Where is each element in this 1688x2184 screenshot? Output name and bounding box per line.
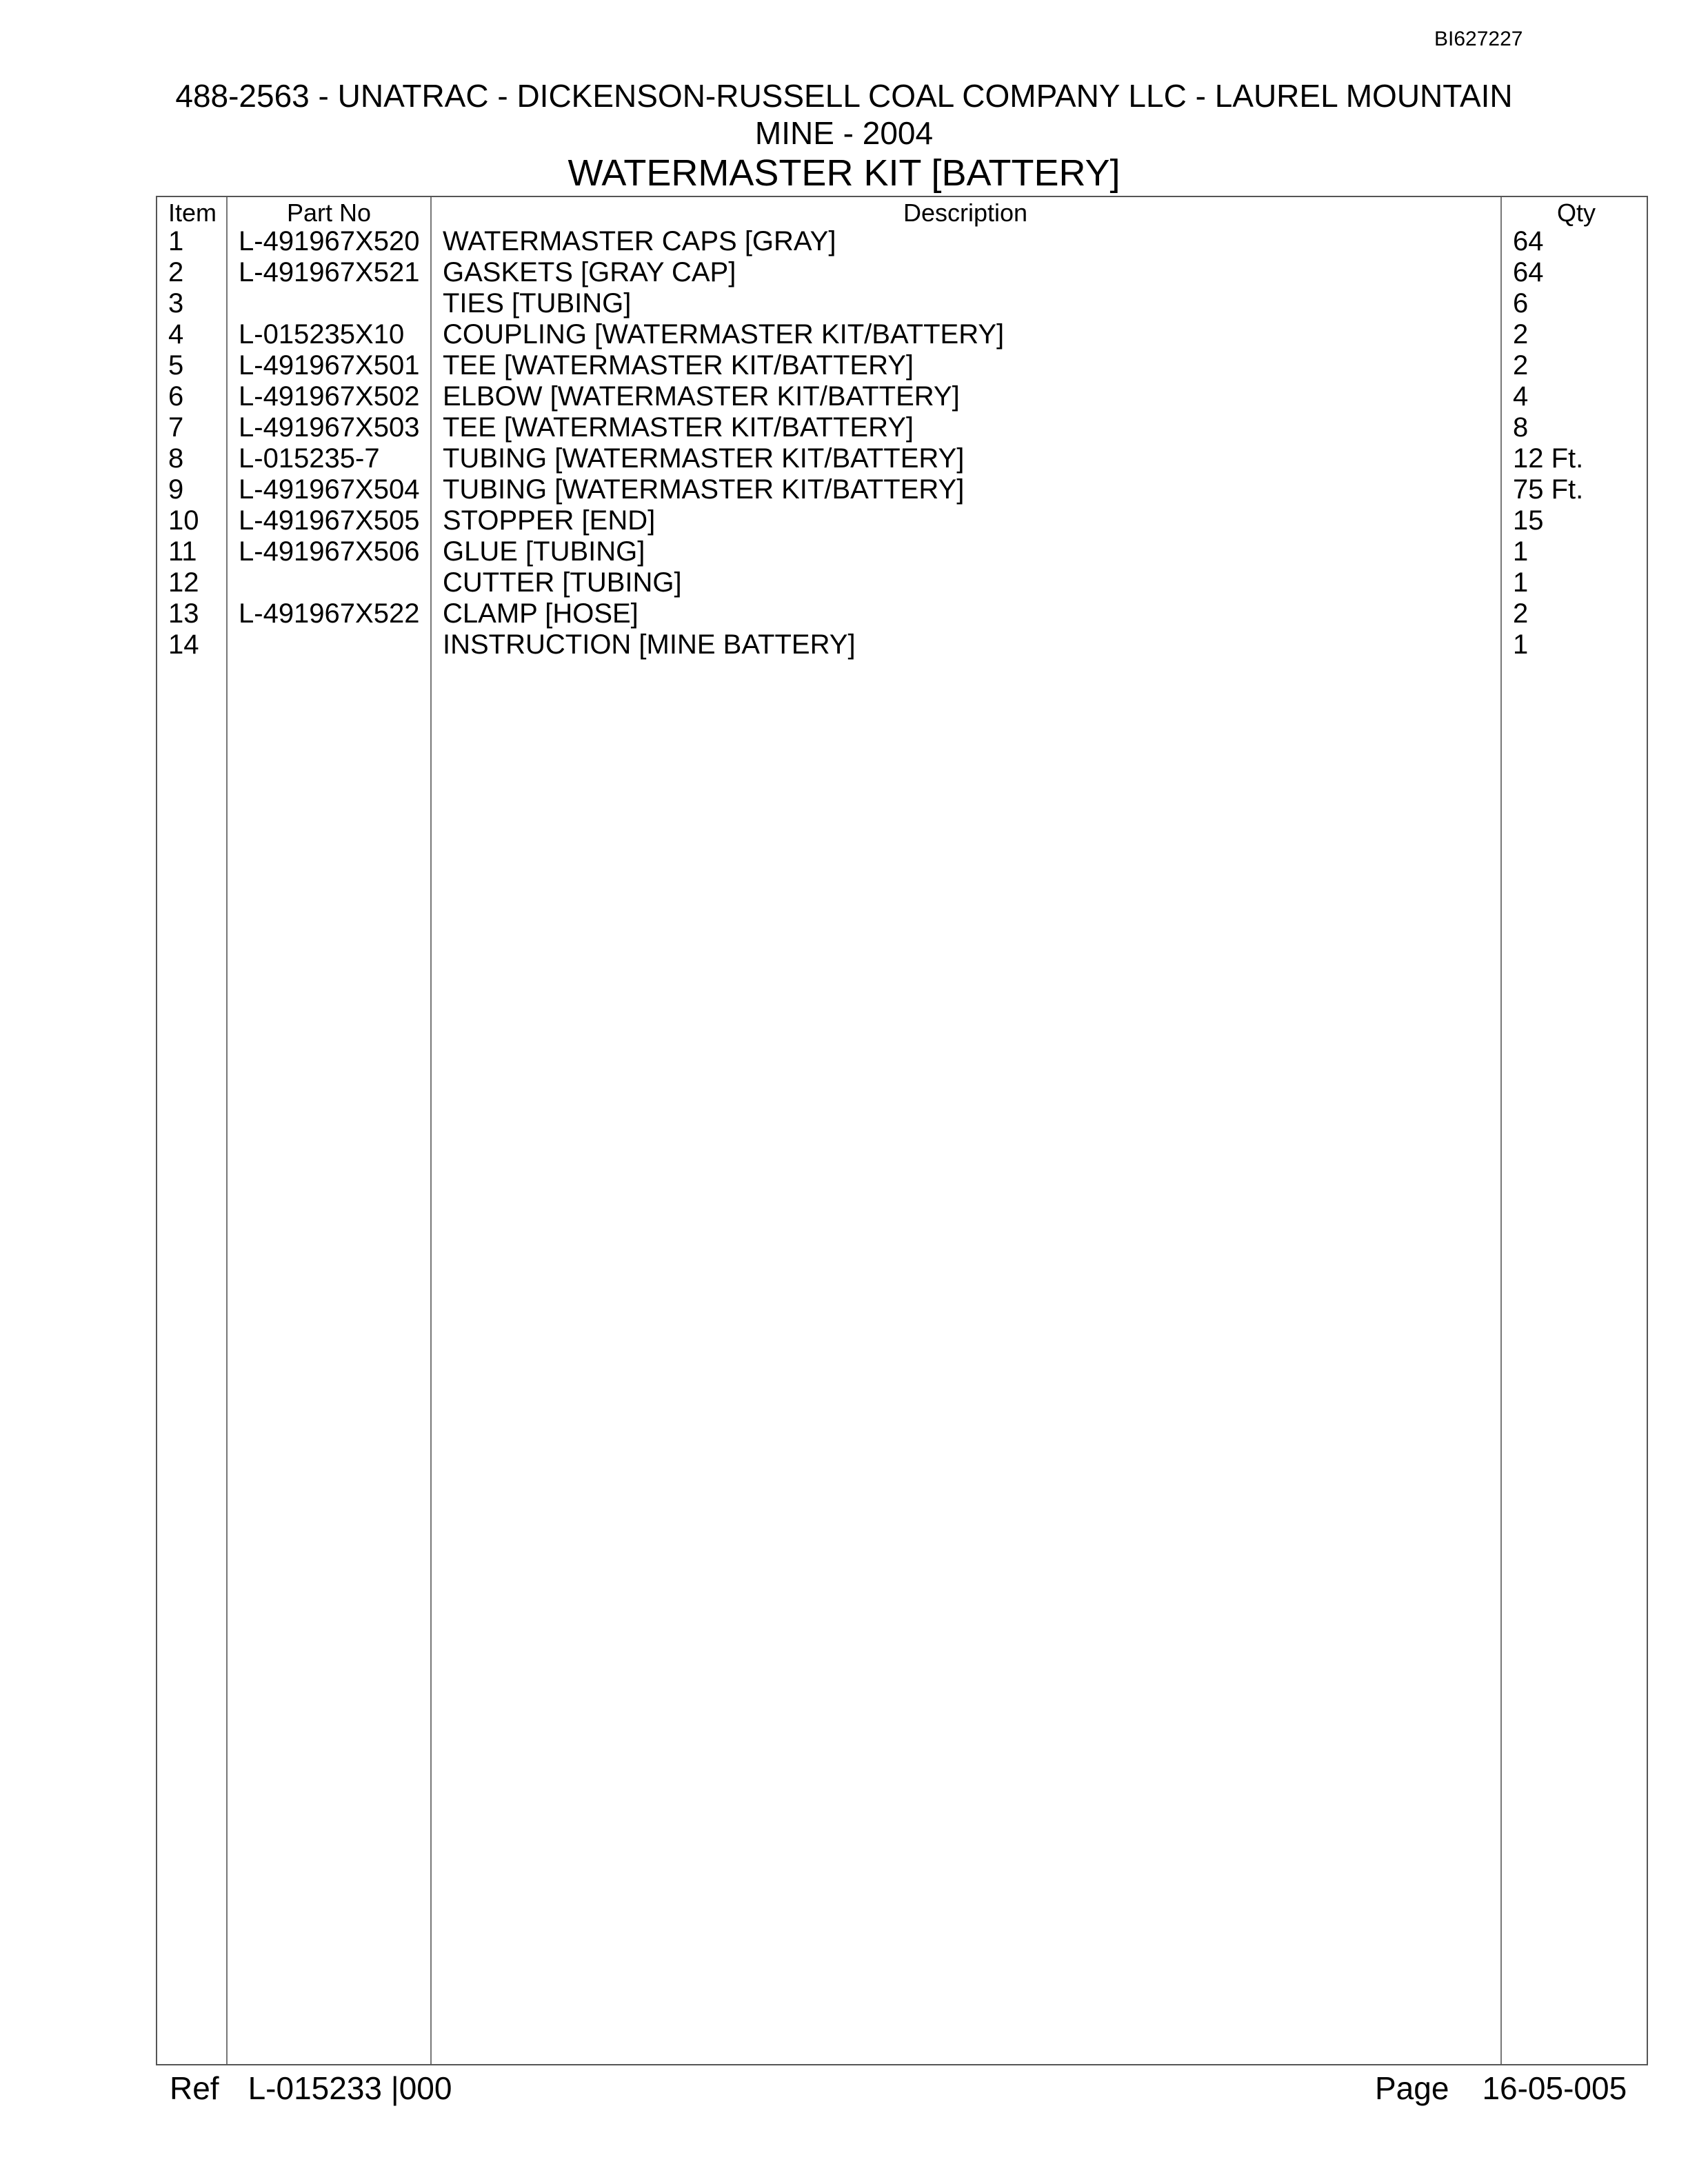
row-qty: 8: [1513, 412, 1529, 443]
page-title: WATERMASTER KIT [BATTERY]: [567, 152, 1121, 194]
table-row: [157, 381, 1647, 412]
row-description: ELBOW [WATERMASTER KIT/BATTERY]: [443, 381, 960, 412]
header-line-1: 488-2563 - UNATRAC - DICKENSON-RUSSELL COAL COMPANY LLC - LAUREL MOUNTAIN: [175, 78, 1513, 114]
parts-table: [156, 196, 1648, 2065]
row-description: GLUE [TUBING]: [443, 536, 645, 567]
row-item: 3: [168, 288, 184, 318]
row-part-no: L-015235-7: [239, 443, 380, 474]
table-row: [157, 629, 1647, 660]
row-part-no: L-491967X502: [239, 381, 420, 412]
row-qty: 2: [1513, 350, 1529, 381]
row-item: 2: [168, 257, 184, 287]
row-qty: 2: [1513, 319, 1529, 350]
row-description: INSTRUCTION [MINE BATTERY]: [443, 629, 856, 660]
row-part-no: L-491967X501: [239, 350, 420, 381]
header-item: Item: [168, 199, 217, 227]
row-qty: 2: [1513, 598, 1529, 629]
row-item: 6: [168, 381, 184, 412]
row-qty: 4: [1513, 381, 1529, 412]
row-qty: 1: [1513, 629, 1529, 660]
table-row: [157, 350, 1647, 381]
table-row: [157, 288, 1647, 319]
table-row: [157, 257, 1647, 288]
row-item: 4: [168, 319, 184, 350]
row-qty: 64: [1513, 226, 1544, 256]
row-qty: 1: [1513, 567, 1529, 598]
row-item: 1: [168, 226, 184, 256]
row-qty: 12 Ft.: [1513, 443, 1584, 474]
header-description: Description: [903, 199, 1028, 227]
row-description: CUTTER [TUBING]: [443, 567, 682, 598]
row-part-no: L-491967X506: [239, 536, 420, 567]
ref-label: Ref: [170, 2070, 219, 2106]
row-qty: 64: [1513, 257, 1544, 287]
row-description: TUBING [WATERMASTER KIT/BATTERY]: [443, 474, 965, 505]
page-label: Page: [1375, 2070, 1449, 2106]
row-description: COUPLING [WATERMASTER KIT/BATTERY]: [443, 319, 1005, 350]
row-qty: 15: [1513, 505, 1544, 536]
row-description: GASKETS [GRAY CAP]: [443, 257, 736, 287]
row-item: 13: [168, 598, 199, 629]
page-value: 16-05-005: [1482, 2070, 1627, 2106]
row-part-no: L-491967X520: [239, 226, 420, 256]
row-part-no: L-491967X505: [239, 505, 420, 536]
table-row: [157, 536, 1647, 567]
row-part-no: L-015235X10: [239, 319, 405, 350]
row-part-no: L-491967X521: [239, 257, 420, 287]
row-item: 5: [168, 350, 184, 381]
table-header: [157, 199, 1647, 226]
row-description: STOPPER [END]: [443, 505, 656, 536]
header-line-2: MINE - 2004: [754, 115, 934, 151]
row-description: TUBING [WATERMASTER KIT/BATTERY]: [443, 443, 965, 474]
header-qty: Qty: [1557, 199, 1596, 227]
table-row: [157, 567, 1647, 598]
row-description: WATERMASTER CAPS [GRAY]: [443, 226, 836, 256]
row-item: 11: [168, 536, 197, 567]
table-row: [157, 226, 1647, 257]
row-item: 12: [168, 567, 199, 598]
table-row: [157, 443, 1647, 474]
row-qty: 1: [1513, 536, 1529, 567]
row-description: TEE [WATERMASTER KIT/BATTERY]: [443, 412, 914, 443]
table-row: [157, 505, 1647, 536]
row-description: CLAMP [HOSE]: [443, 598, 639, 629]
table-body: [157, 226, 1647, 660]
row-description: TIES [TUBING]: [443, 288, 632, 318]
document-id: BI627227: [1434, 28, 1523, 50]
row-item: 14: [168, 629, 199, 660]
ref-value: L-015233 |000: [248, 2070, 452, 2106]
row-part-no: L-491967X522: [239, 598, 420, 629]
table-row: [157, 474, 1647, 505]
row-item: 10: [168, 505, 199, 536]
row-item: 8: [168, 443, 184, 474]
table-row: [157, 319, 1647, 350]
row-item: 9: [168, 474, 184, 505]
table-row: [157, 598, 1647, 629]
row-qty: 75 Ft.: [1513, 474, 1584, 505]
footer-ref: [170, 2070, 452, 2107]
row-item: 7: [168, 412, 184, 443]
footer-page: [1375, 2070, 1627, 2107]
row-description: TEE [WATERMASTER KIT/BATTERY]: [443, 350, 914, 381]
row-part-no: L-491967X504: [239, 474, 420, 505]
row-part-no: L-491967X503: [239, 412, 420, 443]
table-row: [157, 412, 1647, 443]
row-qty: 6: [1513, 288, 1529, 318]
header-part-no: Part No: [287, 199, 372, 227]
